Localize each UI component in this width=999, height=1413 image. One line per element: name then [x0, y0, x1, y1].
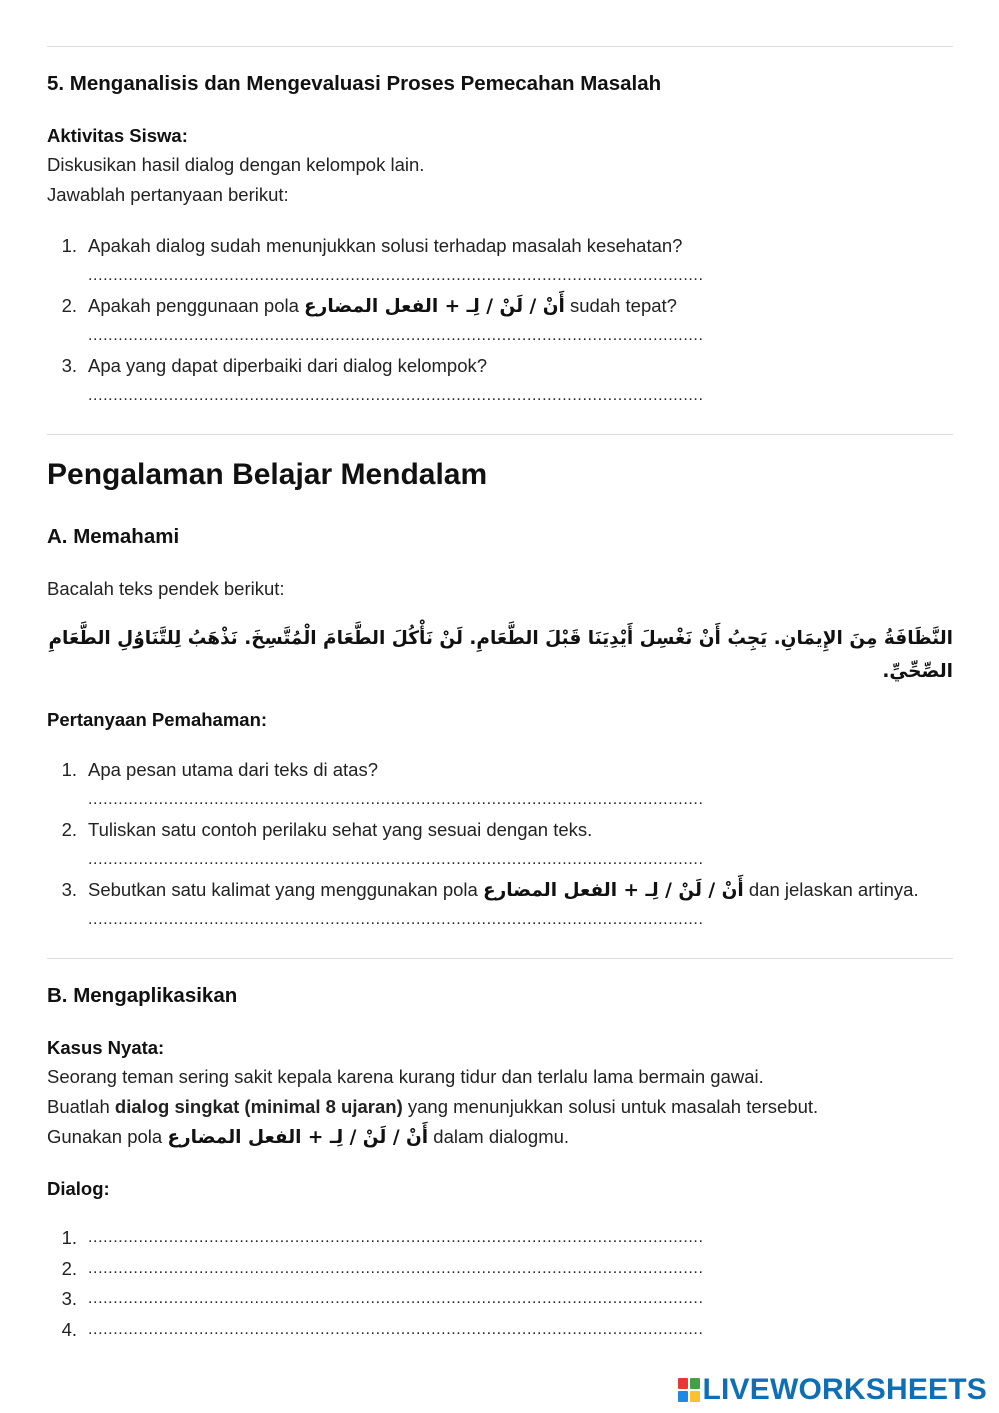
divider [47, 434, 953, 435]
answer-line[interactable]: .......................................................................................................................... [88, 791, 704, 808]
dialog-answer-line[interactable]: .......................................................................................................................... [88, 1229, 704, 1246]
answer-line[interactable]: .......................................................................................................................... [88, 327, 704, 344]
list-item: 1. .......................................................................................................................... [47, 1223, 953, 1254]
page-title: Pengalaman Belajar Mendalam [47, 458, 488, 491]
case-text: Seorang teman sering sakit kepala karena kurang tidur dan terlalu lama bermain gawai. [47, 1066, 764, 1087]
answer-line[interactable]: .......................................................................................................................... [88, 851, 704, 868]
list-item: 3. Sebutkan satu kalimat yang menggunakan pola أَنْ / لَنْ / لِـ + الفعل المضارع dan jelaskan artinya. .......................................................................................................................... [47, 875, 953, 935]
list-item: 2. .......................................................................................................................... [47, 1254, 953, 1285]
dialog-lines [47, 1223, 953, 1345]
dialog-label: Dialog: [47, 1178, 110, 1199]
section-a-questions [47, 755, 953, 935]
section-5-heading: 5. Menganalisis dan Mengevaluasi Proses Pemecahan Masalah [47, 72, 662, 95]
divider [47, 46, 953, 47]
liveworksheets-icon [678, 1378, 700, 1402]
arabic-pattern: أَنْ / لَنْ / لِـ + الفعل المضارع [482, 880, 744, 901]
list-item: 4. .......................................................................................................................... [47, 1315, 953, 1346]
answer-line[interactable]: .......................................................................................................................... [88, 387, 704, 404]
case-label: Kasus Nyata: [47, 1037, 165, 1058]
answer-line[interactable]: .......................................................................................................................... [88, 911, 704, 928]
divider [47, 958, 953, 959]
question-text: Apa yang dapat diperbaiki dari dialog kelompok? [88, 355, 488, 376]
liveworksheets-logo[interactable] [678, 1374, 988, 1406]
question-text: Apa pesan utama dari teks di atas? [88, 759, 379, 780]
question-text: Tuliskan satu contoh perilaku sehat yang sesuai dengan teks. [88, 819, 593, 840]
instruction-text: Buatlah dialog singkat (minimal 8 ujaran) yang menunjukkan solusi untuk masalah tersebut. [47, 1096, 819, 1117]
list-item: 2. Tuliskan satu contoh perilaku sehat yang sesuai dengan teks. .......................................................................................................................... [47, 815, 953, 875]
list-item: 3. Apa yang dapat diperbaiki dari dialog kelompok? .......................................................................................................................... [47, 351, 953, 411]
answer-line[interactable]: .......................................................................................................................... [88, 267, 704, 284]
dialog-answer-line[interactable]: .......................................................................................................................... [88, 1290, 704, 1307]
section-a-heading: A. Memahami [47, 525, 180, 548]
list-item: 3. .......................................................................................................................... [47, 1284, 953, 1315]
list-item: 1. Apa pesan utama dari teks di atas? .......................................................................................................................... [47, 755, 953, 815]
arabic-pattern: أَنْ / لَنْ / لِـ + الفعل المضارع [167, 1127, 429, 1148]
section-b-heading: B. Mengaplikasikan [47, 984, 238, 1007]
list-item: 1. Apakah dialog sudah menunjukkan solusi terhadap masalah kesehatan? .......................................................................................................................... [47, 231, 953, 291]
activity-line-1: Diskusikan hasil dialog dengan kelompok lain. [47, 154, 425, 175]
dialog-answer-line[interactable]: .......................................................................................................................... [88, 1259, 704, 1277]
questions-label: Pertanyaan Pemahaman: [47, 709, 268, 730]
list-item: 2. Apakah penggunaan pola أَنْ / لَنْ / لِـ + الفعل المضارع sudah tepat? .......................................................................................................................... [47, 291, 953, 351]
activity-label: Aktivitas Siswa: [47, 125, 188, 146]
logo-text: LIVEWORKSHEETS [702, 1373, 987, 1406]
reading-intro: Bacalah teks pendek berikut: [47, 578, 285, 599]
question-text: Apakah dialog sudah menunjukkan solusi terhadap masalah kesehatan? [88, 235, 683, 256]
dialog-answer-line[interactable]: .......................................................................................................................... [88, 1320, 704, 1338]
pattern-instruction: Gunakan pola أَنْ / لَنْ / لِـ + الفعل المضارع dalam dialogmu. [47, 1126, 570, 1148]
section-5-questions [47, 231, 953, 411]
question-text: Sebutkan satu kalimat yang menggunakan pola أَنْ / لَنْ / لِـ + الفعل المضارع dan jelaskan artinya. [88, 879, 919, 901]
activity-line-2: Jawablah pertanyaan berikut: [47, 184, 289, 205]
question-text: Apakah penggunaan pola أَنْ / لَنْ / لِـ + الفعل المضارع sudah tepat? [88, 295, 677, 317]
arabic-reading-text: النَّظَافَةُ مِنَ الإِيمَانِ. يَجِبُ أَنْ نَغْسِلَ أَيْدِيَنَا قَبْلَ الطَّعَامِ. لَنْ نَأْكُلَ الطَّعَامَ الْمُتَّسِخَ. نَذْهَبُ لِلتَّنَاوُلِ الطَّعَامِ الصِّحِّيِّ. [48, 628, 953, 682]
arabic-pattern: أَنْ / لَنْ / لِـ + الفعل المضارع [304, 296, 565, 317]
